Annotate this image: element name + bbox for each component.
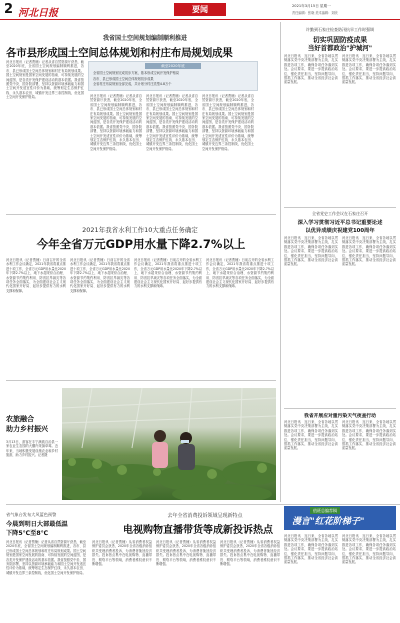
right-air-headline: 我省开展应对重污染天气夜查行动 <box>304 414 376 419</box>
person-right <box>178 432 195 470</box>
person-left <box>152 430 168 468</box>
greenhouse-scene <box>62 388 276 500</box>
column-body-1: 河北日报讯 连日来，全省各地以贯彻落实党中央决策部署为主线，扎实推进各项工作，确保各项任务落到实处。会议要求，要进一步提高政治站位，强化责任担当，坚持问题导向，狠抓工作落实，推动全省经济社会高质量发展。 <box>284 534 338 565</box>
infobox-bullet-3: 全省村庄布局规划全部完成，共计划分村庄类型4.8万个 <box>93 82 172 86</box>
top-headline: 各市县形成国土空间总体规划和村庄布局规划成果 <box>6 47 233 59</box>
right-mid-headline-1: 深入学习贯彻习近平总书记重要论述 <box>297 220 383 226</box>
gdp-body-col-3: 河北日报讯（记者贾楠）日前召开的全省水利工作会议确定，2021年我省将重点推进十项工作，全省万元GDP用水量比2020年下降2.7%以上，地下水超采综合治理、水资源节约集约利用、防汛抗旱减灾等各项任务全面落实，为全面建设社会主义现代化国家开好局、起好步提供有力的水利支撑和保障。 <box>134 258 202 289</box>
top-body-col-2: 河北日报讯（记者贾楠）记者从省自然资源厅获悉，截至2020年底，全省国土空间规划编制顺利推进，各市、县已形成国土空间总体规划和村庄布局规划成果。国土空间规划是国家空间发展的指南、可持续发展的空间蓝图，是各类开发保护建设活动的基本依据。我省按照党中央、国务院部署，坚持以资源环境承载能力和国土空间开发适宜性评价为基础，统筹划定生态保护红线、永久基本农田、城镇开发边界三条控制线，优化国土空间开发保护格局。 <box>90 94 142 151</box>
divider-1 <box>6 214 276 215</box>
page-number: 2 <box>4 2 14 17</box>
right-divider-2 <box>284 408 396 409</box>
right-mid-body-1: 河北日报讯 连日来，全省各地以贯彻落实党中央决策部署为主线，扎实推进各项工作，确保各项任务落到实处。会议要求，要进一步提高政治站位，强化责任担当，坚持问题导向，狠抓工作落实，推动全省经济社会高质量发展。 <box>284 236 338 267</box>
infobox-bullet-2: 各市、县已形成国土空间总体规划初步成果 <box>93 76 154 81</box>
right-top-body-2: 河北日报讯 连日来，全省各地以贯彻落实党中央决策部署为主线，扎实推进各项工作，确保各项任务落到实处。会议要求，要进一步提高政治站位，强化责任担当，坚持问题导向，狠抓工作落实，推动全省经济社会高质量发展。 <box>342 54 396 85</box>
date-line: 2021年3月15日 星期一 <box>292 4 331 8</box>
divider-3 <box>6 504 400 505</box>
photo-title: 农旅融合 <box>6 415 34 423</box>
top-body-col-4: 河北日报讯（记者贾楠）记者从省自然资源厅获悉，截至2020年底，全省国土空间规划编制顺利推进，各市、县已形成国土空间总体规划和村庄布局规划成果。国土空间规划是国家空间发展的指南、可持续发展的空间蓝图，是各类开发保护建设活动的基本依据。我省按照党中央、国务院部署，坚持以资源环境承载能力和国土空间开发适宜性评价为基础，统筹划定生态保护红线、永久基本农田、城镇开发边界三条控制线，优化国土空间开发保护格局。 <box>202 94 254 151</box>
tv-body-col-1: 河北日报讯（记者贾楠）从省消费者权益保护委员会获悉，2020年全省各级消协组织共受理消费者投诉，为消费者挽回经济损失。投诉热点集中在电视购物、直播带货、网络平台等领域，消费者维权意识不断增强。 <box>92 540 152 567</box>
section-label: 要闻 <box>192 5 208 14</box>
gdp-body-col-1: 河北日报讯（记者贾楠）日前召开的全省水利工作会议确定，2021年我省将重点推进十项工作，全省万元GDP用水量比2020年下降2.7%以上，地下水超采综合治理、水资源节约集约利用、防汛抗旱减灾等各项任务全面落实，为全面建设社会主义现代化国家开好局、起好步提供有力的水利支撑和保障。 <box>6 258 66 293</box>
right-air-body-2: 河北日报讯 连日来，全省各地以贯彻落实党中央决策部署为主线，扎实推进各项工作，确保各项任务落到实处。会议要求，要进一步提高政治站位，强化责任担当，坚持问题导向，狠抓工作落实，推动全省经济社会高质量发展。 <box>342 420 396 451</box>
divider-2 <box>6 380 276 381</box>
right-top-kicker: 许勤到石家庄检查防汛抗旱工作时强调 <box>306 27 374 32</box>
section-badge <box>174 3 226 16</box>
column-body-2: 河北日报讯 连日来，全省各地以贯彻落实党中央决策部署为主线，扎实推进各项工作，确保各项任务落到实处。会议要求，要进一步提高政治站位，强化责任担当，坚持问题导向，狠抓工作落实，推动全省经济社会高质量发展。 <box>342 534 396 565</box>
editor-column-box <box>284 506 396 622</box>
column-title: 漫言"红花阶梯子" <box>292 517 365 527</box>
tv-body-col-3: 河北日报讯（记者贾楠）从省消费者权益保护委员会获悉，2020年全省各级消协组织共受理消费者投诉，为消费者挽回经济损失。投诉热点集中在电视购物、直播带货、网络平台等领域，消费者维权意识不断增强。 <box>220 540 280 567</box>
weather-body: 河北日报讯（记者贾楠）记者从省自然资源厅获悉，截至2020年底，全省国土空间规划编制顺利推进，各市、县已形成国土空间总体规划和村庄布局规划成果。国土空间规划是国家空间发展的指南、可持续发展的空间蓝图，是各类开发保护建设活动的基本依据。我省按照党中央、国务院部署，坚持以资源环境承载能力和国土空间开发适宜性评价为基础，统筹划定生态保护红线、永久基本农田、城镇开发边界三条控制线，优化国土空间开发保护格局。 <box>6 540 86 575</box>
gdp-headline: 今年全省万元GDP用水量下降2.7%以上 <box>36 237 246 251</box>
infobox-bullet-1: 全省国土空间规划完成初步方案，基本形成空间开发保护格局 <box>93 71 180 75</box>
right-mid-body-2: 河北日报讯 连日来，全省各地以贯彻落实党中央决策部署为主线，扎实推进各项工作，确保各项任务落到实处。会议要求，要进一步提高政治站位，强化责任担当，坚持问题导向，狠抓工作落实，推动全省经济社会高质量发展。 <box>342 236 396 267</box>
gdp-body-col-4: 河北日报讯（记者贾楠）日前召开的全省水利工作会议确定，2021年我省将重点推进十项工作，全省万元GDP用水量比2020年下降2.7%以上，地下水超采综合治理、水资源节约集约利用、防汛抗旱减灾等各项任务全面落实，为全面建设社会主义现代化国家开好局、起好步提供有力的水利支撑和保障。 <box>206 258 274 289</box>
paper-name-logo: 河北日报 <box>18 8 58 19</box>
right-top-headline-1: 切实巩固防疫成果 <box>312 36 368 44</box>
right-mid-headline-2: 以优异成绩庆祝建党100周年 <box>305 228 375 234</box>
right-divider-1 <box>284 207 396 208</box>
right-air-body-1: 河北日报讯 连日来，全省各地以贯彻落实党中央决策部署为主线，扎实推进各项工作，确保各项任务落到实处。会议要求，要进一步提高政治站位，强化责任担当，坚持问题导向，狠抓工作落实，推动全省经济社会高质量发展。 <box>284 420 338 451</box>
right-top-headline-2: 当好首都政治"护城河" <box>307 44 373 52</box>
editor-line: 责任编辑：张晓 美术编辑：刘欣 <box>292 11 338 15</box>
greenhouse-photo <box>62 388 276 500</box>
top-kicker: 我省国土空间规划编制顺利推进 <box>102 35 187 42</box>
photo-subtitle: 助力乡村振兴 <box>6 425 48 433</box>
gdp-kicker: 2021年我省水利工作10大重点任务确定 <box>82 226 198 234</box>
top-body-col-3: 河北日报讯（记者贾楠）记者从省自然资源厅获悉，截至2020年底，全省国土空间规划编制顺利推进，各市、县已形成国土空间总体规划和村庄布局规划成果。国土空间规划是国家空间发展的指南、可持续发展的空间蓝图，是各类开发保护建设活动的基本依据。我省按照党中央、国务院部署，坚持以资源环境承载能力和国土空间开发适宜性评价为基础，统筹划定生态保护红线、永久基本农田、城镇开发边界三条控制线，优化国土空间开发保护格局。 <box>146 94 198 151</box>
gdp-body-col-2: 河北日报讯（记者贾楠）日前召开的全省水利工作会议确定，2021年我省将重点推进十项工作，全省万元GDP用水量比2020年下降2.7%以上，地下水超采综合治理、水资源节约集约利用、防汛抗旱减灾等各项任务全面落实，为全面建设社会主义现代化国家开好局、起好步提供有力的水利支撑和保障。 <box>70 258 130 293</box>
weather-kicker: 省气象台发布大风蓝色预警 <box>6 512 57 517</box>
masthead <box>0 0 400 20</box>
weather-headline: 今晨到明日大部最低温 <box>6 521 68 528</box>
right-mid-kicker: 全省党史工作会议在石家庄召开 <box>312 211 368 216</box>
tv-headline: 电视购物直播带货等成新投诉热点 <box>123 525 273 536</box>
weather-headline-2: 下降5℃至8℃ <box>6 530 49 537</box>
photo-caption-box <box>6 390 60 500</box>
masthead-rule <box>0 19 400 20</box>
column-header <box>284 506 396 530</box>
right-top-body-1: 河北日报讯 连日来，全省各地以贯彻落实党中央决策部署为主线，扎实推进各项工作，确保各项任务落到实处。会议要求，要进一步提高政治站位，强化责任担当，坚持问题导向，狠抓工作落实，推动全省经济社会高质量发展。 <box>284 54 338 85</box>
tv-kicker: 去年全省消费投诉领域呈现新特点 <box>167 513 243 519</box>
right-col-divider <box>280 22 281 502</box>
tv-body-col-2: 河北日报讯（记者贾楠）从省消费者权益保护委员会获悉，2020年全省各级消协组织共受理消费者投诉，为消费者挽回经济损失。投诉热点集中在电视购物、直播带货、网络平台等领域，消费者维权意识不断增强。 <box>156 540 216 567</box>
top-body-col-1: 河北日报讯（记者贾楠）记者从省自然资源厅获悉，截至2020年底，全省国土空间规划编制顺利推进，各市、县已形成国土空间总体规划和村庄布局规划成果。国土空间规划是国家空间发展的指南、可持续发展的空间蓝图，是各类开发保护建设活动的基本依据。我省按照党中央、国务院部署，坚持以资源环境承载能力和国土空间开发适宜性评价为基础，统筹划定生态保护红线、永久基本农田、城镇开发边界三条控制线，优化国土空间开发保护格局。 <box>6 60 84 100</box>
infobox-tag: 截至2020年底 <box>145 63 201 69</box>
column-badge: 值班总编荐稿 <box>310 507 340 514</box>
planning-infobox <box>88 61 258 91</box>
photo-caption: 3月13日，游客在丰宁满族自治县一家农业生态园的大棚内采摘草莓。近年来，当地积极发展设施农业和乡村旅游，助力乡村振兴。记者摄 <box>6 440 58 458</box>
